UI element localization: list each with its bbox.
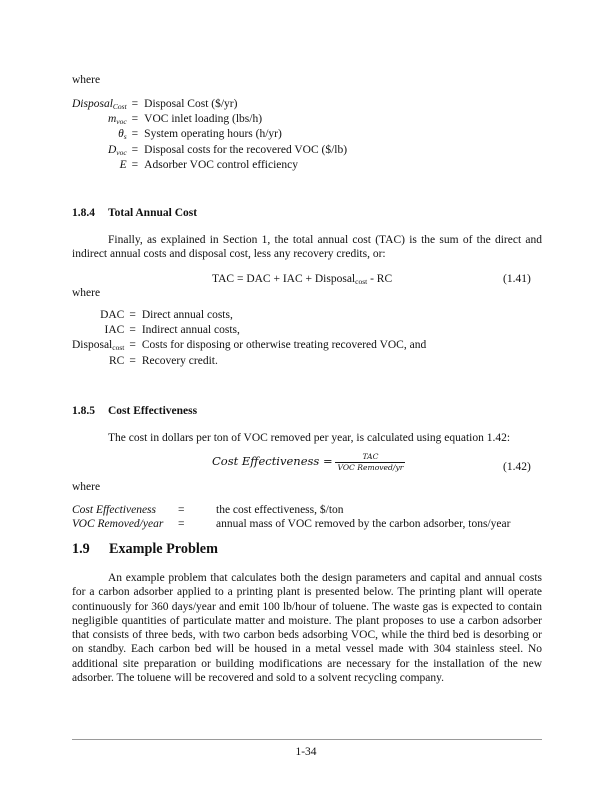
section-number: 1.8.4 <box>72 207 95 219</box>
definition-text: Indirect annual costs, <box>141 324 240 337</box>
equals-sign: = <box>131 143 139 156</box>
section-number: 1.9 <box>72 541 90 557</box>
where-label: where <box>72 287 101 299</box>
section-title: Example Problem <box>109 541 218 557</box>
equals-sign: = <box>129 309 136 321</box>
definition-text: Recovery credit. <box>141 354 218 367</box>
equation-lhs: Cost Effectiveness = <box>212 454 333 469</box>
equals-sign: = <box>129 339 136 352</box>
section-title: Cost Effectiveness <box>108 405 198 417</box>
section-number: 1.8.5 <box>72 405 95 417</box>
definition-row <box>72 112 347 127</box>
definition-row <box>72 143 347 158</box>
paragraph-text: Finally, as explained in Section 1, the total annual cost (TAC) is the sum of the direct and indirect annual costs and disposal cost, less any recovery credits, or: <box>72 234 542 261</box>
fraction-numerator: TAC <box>335 452 405 463</box>
definition-symbol: E <box>119 158 127 171</box>
equation-number: (1.42) <box>503 461 531 473</box>
definition-text: Adsorber VOC control efficiency <box>144 158 298 171</box>
definition-symbol: RC <box>109 354 125 367</box>
equals-sign: = <box>178 518 185 530</box>
equals-sign: = <box>131 113 139 126</box>
equals-sign: = <box>131 158 139 171</box>
equals-sign: = <box>131 98 139 110</box>
paragraph-total-annual-cost <box>72 233 542 262</box>
equals-sign: = <box>129 354 136 367</box>
equation-1-41 <box>212 272 392 287</box>
section-heading-1-8-5 <box>72 404 197 418</box>
paragraph-cost-effectiveness <box>72 431 542 445</box>
equals-sign: = <box>131 128 139 141</box>
definition-text: annual mass of VOC removed by the carbon adsorber, tons/year <box>216 518 511 530</box>
definition-symbol: VOC Removed/year <box>72 518 164 530</box>
equation-fraction <box>335 452 405 473</box>
paragraph-example-problem <box>72 571 542 685</box>
page-number: 1-34 <box>295 746 317 758</box>
footer-divider <box>72 739 542 740</box>
where-label: where <box>72 481 101 493</box>
definition-symbol: DisposalCost <box>72 98 127 111</box>
definition-text: Disposal Cost ($/yr) <box>144 98 238 110</box>
equation-number: (1.41) <box>503 273 531 285</box>
equals-sign: = <box>178 504 185 516</box>
fraction-denominator: VOC Removed/yr <box>337 463 404 472</box>
definition-symbol: DAC <box>100 309 125 321</box>
definition-text: Costs for disposing or otherwise treating recovered VOC, and <box>141 339 427 352</box>
definition-text: Direct annual costs, <box>141 309 233 321</box>
definition-symbol: θs <box>118 128 127 142</box>
definition-symbol: mvoc <box>107 113 127 127</box>
definition-row <box>72 323 426 338</box>
equals-sign: = <box>129 324 136 337</box>
definition-text: Disposal costs for the recovered VOC ($/lb) <box>144 143 348 156</box>
definition-row <box>72 354 426 369</box>
definition-row <box>72 338 426 353</box>
paragraph-text: The cost in dollars per ton of VOC removed per year, is calculated using equation 1.42: <box>108 432 511 444</box>
definition-symbol: Dvoc <box>107 143 127 157</box>
definition-text: the cost effectiveness, $/ton <box>216 504 344 516</box>
equation-subscript: cost <box>355 277 368 286</box>
definition-row <box>72 127 347 142</box>
definition-symbol: Cost Effectiveness <box>72 504 156 516</box>
equation-text: - RC <box>367 273 393 285</box>
definition-row <box>72 308 426 323</box>
equation-1-42 <box>212 452 405 473</box>
equation-text: TAC = DAC + IAC + Disposal <box>212 273 356 285</box>
definition-row <box>72 97 347 112</box>
tac-definitions <box>72 308 426 369</box>
definition-symbol: Disposalcost <box>72 339 125 353</box>
disposal-definitions <box>72 97 347 173</box>
definition-text: VOC inlet loading (lbs/h) <box>144 113 263 126</box>
section-title: Total Annual Cost <box>108 207 198 219</box>
paragraph-text: An example problem that calculates both the design parameters and capital and annual costs for a carbon adsorber applied to a printing plant is presented below. The printing plant will operate continuously for 360 days/year and emit 100 lb/hour of toluene. The waste gas is expected to contain negligible quantities of particulate matter and moisture. The plant proposes to use a carbon adsorber that consists of three beds, with two carbon beds adsorbing VOC, while the third bed is desorbing or on standby. Each carbon bed will be housed in a metal vessel made with 304 stainless steel. No additional site preparation or building modifications are necessary for the installation of the new adsorber. The toluene will be recovered and sold to a solvent recycling company. <box>72 572 542 685</box>
section-heading-1-8-4 <box>72 206 197 220</box>
definition-text: System operating hours (h/yr) <box>144 128 282 141</box>
definition-symbol: IAC <box>104 324 125 337</box>
section-heading-1-9 <box>72 542 218 556</box>
where-label: where <box>72 74 101 86</box>
definition-row <box>72 158 347 173</box>
